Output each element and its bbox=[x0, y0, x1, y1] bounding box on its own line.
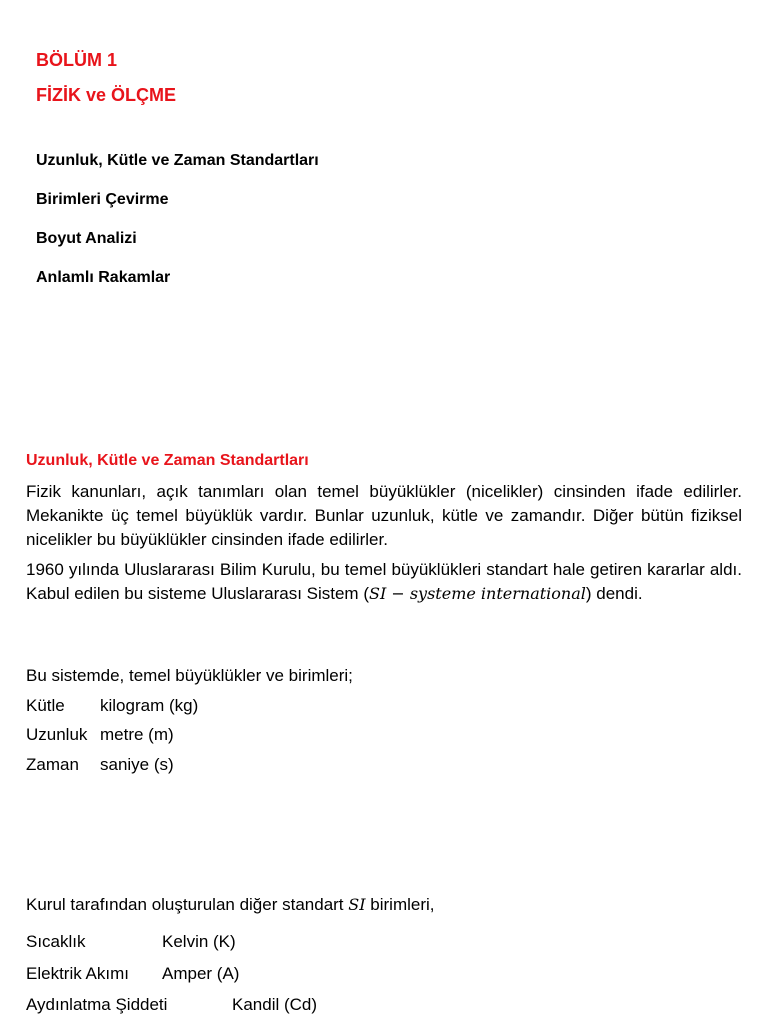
paragraph-si-history bbox=[26, 558, 742, 606]
toc-item: Anlamlı Rakamlar bbox=[36, 269, 171, 286]
base-unit-row bbox=[26, 753, 174, 777]
chapter-title: FİZİK ve ÖLÇME bbox=[36, 85, 177, 105]
other-unit-row bbox=[26, 930, 236, 954]
quantity-label: Zaman bbox=[26, 755, 79, 774]
quantity-label: Aydınlatma Şiddeti bbox=[26, 995, 168, 1014]
toc-item: Uzunluk, Kütle ve Zaman Standartları bbox=[36, 152, 319, 169]
quantity-label: Sıcaklık bbox=[26, 932, 86, 951]
quantity-label: Uzunluk bbox=[26, 725, 88, 744]
unit-label: saniye (s) bbox=[100, 755, 174, 774]
other-unit-row bbox=[26, 993, 317, 1017]
quantity-label: Elektrik Akımı bbox=[26, 964, 129, 983]
unit-label: kilogram (kg) bbox=[100, 696, 199, 715]
unit-label: Amper (A) bbox=[162, 964, 240, 983]
paragraph-si-text: 1960 yılında Uluslararası Bilim Kurulu, bu temel büyüklükleri standart hale getiren kararlar aldı. Kabul edilen bu sisteme Uluslararası Sistem ( bbox=[26, 560, 742, 603]
other-unit-row bbox=[26, 962, 239, 986]
chapter-number: BÖLÜM 1 bbox=[36, 50, 117, 70]
toc-item: Birimleri Çevirme bbox=[36, 191, 169, 208]
other-units-intro bbox=[26, 893, 435, 917]
quantity-label: Kütle bbox=[26, 696, 65, 715]
base-units-intro: Bu sistemde, temel büyüklükler ve birimleri; bbox=[26, 666, 353, 685]
paragraph-fundamentals: Fizik kanunları, açık tanımları olan temel büyüklükler (nicelikler) cinsinden ifade edilirler. Mekanikte üç temel büyüklük vardır. Bunlar uzunluk, kütle ve zamandır. Diğer bütün fiziksel nicelikler bu büyüklükler cinsinden ifade edilirler. bbox=[26, 482, 742, 549]
si-math-expression: SI − systeme international bbox=[368, 584, 586, 603]
si-symbol: SI bbox=[348, 895, 366, 914]
paragraph-si-end: ) dendi. bbox=[585, 584, 643, 603]
unit-label: metre (m) bbox=[100, 725, 174, 744]
toc-item: Boyut Analizi bbox=[36, 230, 137, 247]
unit-label: Kelvin (K) bbox=[162, 932, 236, 951]
other-units-intro-text: Kurul tarafından oluşturulan diğer standart bbox=[26, 895, 349, 914]
unit-label: Kandil (Cd) bbox=[232, 995, 318, 1014]
base-unit-row bbox=[26, 723, 174, 747]
base-unit-row bbox=[26, 694, 198, 718]
other-units-intro-end: birimleri, bbox=[365, 895, 435, 914]
section-heading: Uzunluk, Kütle ve Zaman Standartları bbox=[26, 452, 309, 469]
